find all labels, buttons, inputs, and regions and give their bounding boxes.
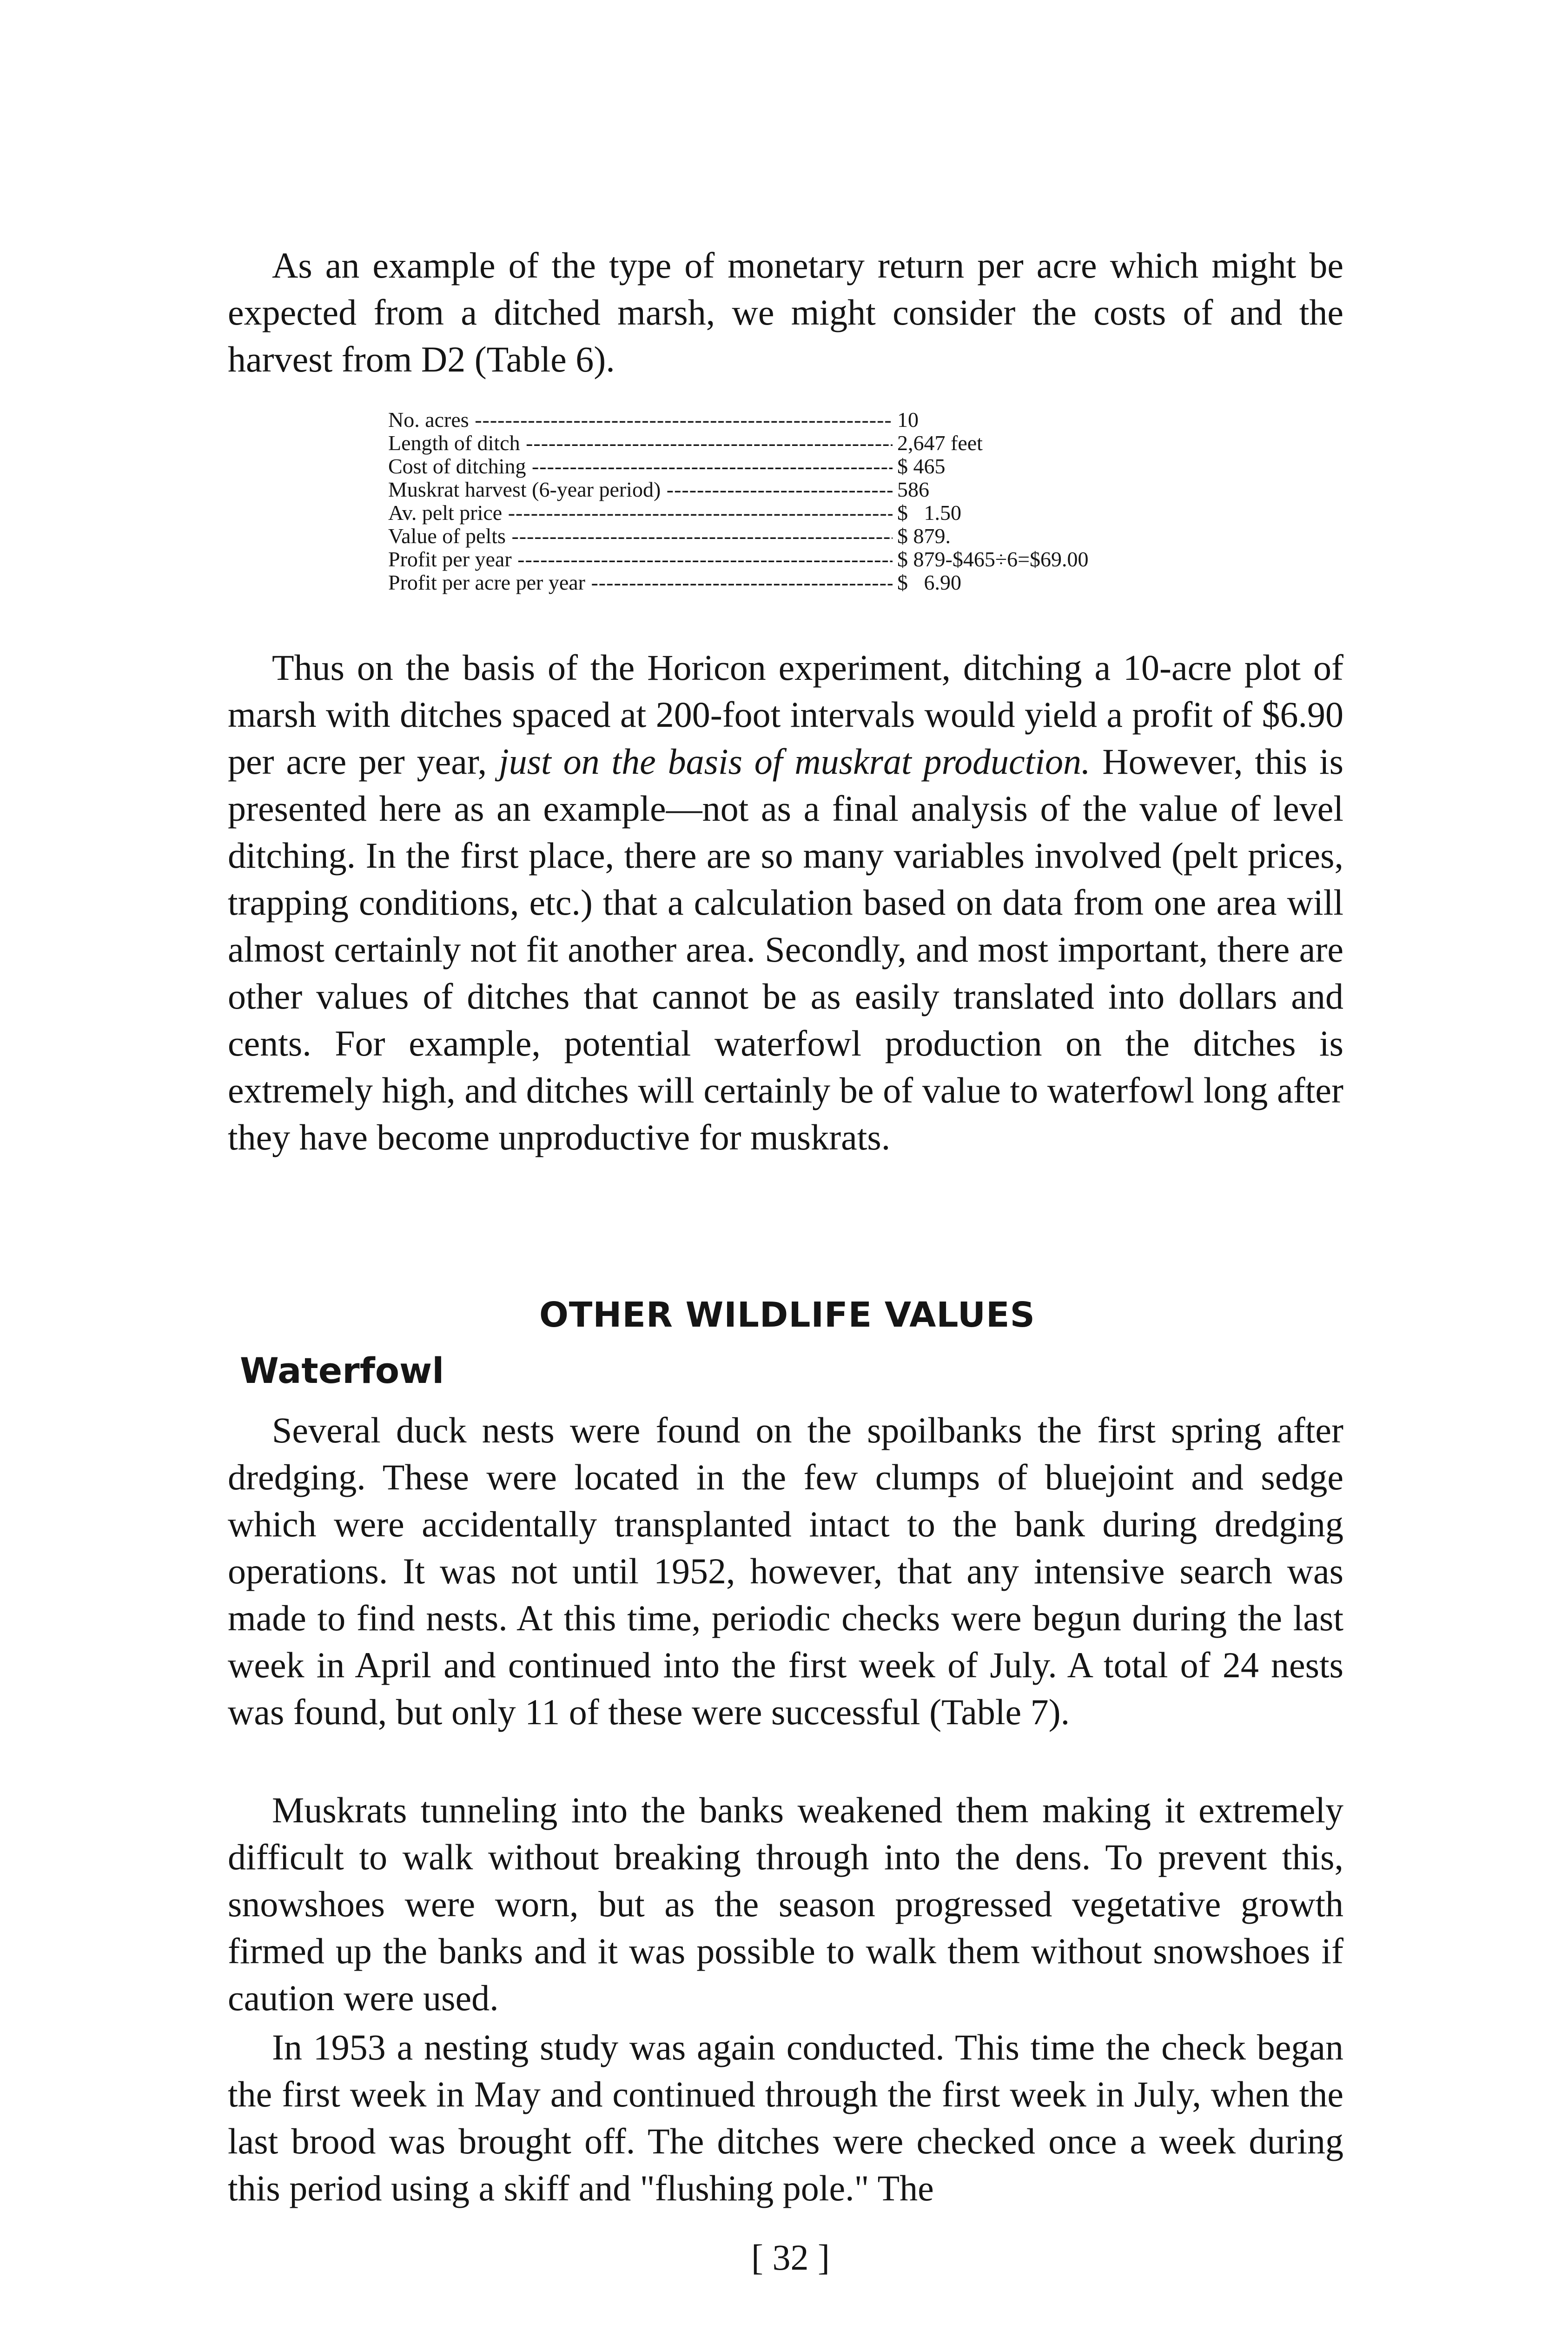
cost-table-label: No. acres ----- xyxy=(388,408,893,432)
cost-table-row xyxy=(388,432,1206,455)
thus-paragraph-italic: just on the basis of muskrat production. xyxy=(499,741,1091,782)
cost-table-value: 2,647 feet xyxy=(897,431,983,455)
cost-table-label: Muskrat harvest (6-year period) ----- xyxy=(388,478,893,501)
cost-table-row xyxy=(388,501,1206,525)
cost-table-label: Value of pelts ----- xyxy=(388,525,893,548)
cost-table-value: 586 xyxy=(897,478,929,501)
thus-paragraph xyxy=(228,644,1343,1161)
intro-paragraph: As an example of the type of monetary return per acre which might be expected from a ditched marsh, we might consider the costs of and the harvest from D2 (Table 6). xyxy=(228,245,1343,379)
cost-table-value: $ 465 xyxy=(897,454,946,478)
cost-table xyxy=(388,408,1206,594)
cost-table-value: $ 879. xyxy=(897,524,951,548)
several-paragraph: Several duck nests were found on the spoilbanks the first spring after dredging. These were located in the few clumps of bluejoint and sedge which were accidentally transplanted intact to the bank during dredging operations. It was not until 1952, however, that any intensive search was made to find nests. At this time, periodic checks were begun during the last week in April and continued into the first week of July. A total of 24 nests was found, but only 11 of these were successful (Table 7). xyxy=(228,1410,1343,1732)
cost-table-label: Av. pelt price ----- xyxy=(388,501,893,525)
thus-paragraph-end: However, this is presented here as an example—not as a final analysis of the value of level ditching. In the first place, there are so many variables involved (pelt prices, trapping conditions, etc.) that a calculation based on data from one area will almost certainly not fit another area. Secondly, and most important, there are other values of ditches that cannot be as easily translated into dollars and cents. For example, potential waterfowl production on the ditches is extremely high, and ditches will certainly be of value to waterfowl long after they have become unproductive for muskrats. xyxy=(228,741,1343,1157)
cost-table-row xyxy=(388,571,1206,594)
cost-table-row xyxy=(388,548,1206,571)
cost-table-value: $ 1.50 xyxy=(897,501,961,525)
cost-table-label: Profit per year ----- xyxy=(388,548,893,571)
nesting-1953-paragraph: In 1953 a nesting study was again conducted. This time the check began the first week in May and continued through the first week in July, when the last brood was brought off. The ditches were checked once a week during this period using a skiff and "flushing pole." The xyxy=(228,2027,1343,2208)
cost-table-value: $ 879-$465÷6=$69.00 xyxy=(897,547,1089,571)
cost-table-label: Cost of ditching ----- xyxy=(388,455,893,478)
cost-table-label: Profit per acre per year ----- xyxy=(388,571,893,594)
subheading-waterfowl: Waterfowl xyxy=(240,1350,444,1391)
page-number: [ 32 ] xyxy=(751,2237,830,2278)
thus-paragraph-start: Thus on the basis of the Horicon experiment, ditching a 10-acre plot of marsh with ditches spaced at 200-foot intervals would yield a profit of $6.90 per acre per year, xyxy=(228,647,1343,782)
cost-table-row xyxy=(388,525,1206,548)
cost-table-row xyxy=(388,455,1206,478)
cost-table-label: Length of ditch ----- xyxy=(388,432,893,455)
cost-table-value: 10 xyxy=(897,408,919,432)
section-heading: OTHER WILDLIFE VALUES xyxy=(539,1295,1035,1335)
muskrats-paragraph: Muskrats tunneling into the banks weakened them making it extremely difficult to walk without breaking through into the dens. To prevent this, snowshoes were worn, but as the season progressed vegetative growth firmed up the banks and it was possible to walk them without snowshoes if caution were used. xyxy=(228,1790,1343,2018)
cost-table-value: $ 6.90 xyxy=(897,571,961,594)
cost-table-row xyxy=(388,478,1206,501)
cost-table-row xyxy=(388,408,1206,432)
